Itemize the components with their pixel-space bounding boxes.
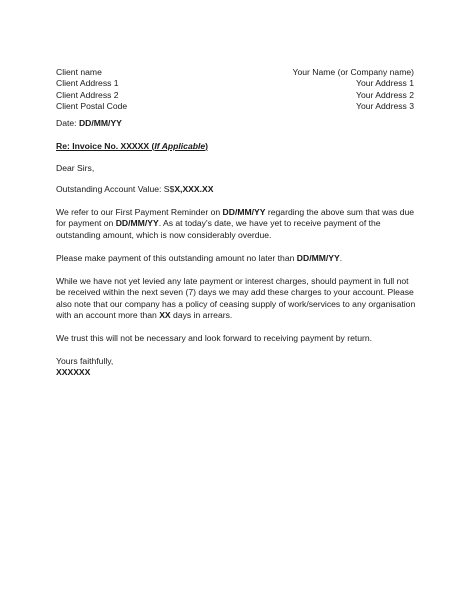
p2-date: DD/MM/YY bbox=[296, 253, 340, 263]
sender-address-block bbox=[293, 67, 414, 113]
date-line bbox=[56, 118, 418, 129]
sender-name: Your Name (or Company name) bbox=[292, 67, 414, 77]
date-value: DD/MM/YY bbox=[78, 118, 122, 128]
subject-line bbox=[56, 141, 418, 152]
client-address-1: Client Address 1 bbox=[56, 78, 119, 89]
outstanding-value: X,XXX.XX bbox=[174, 184, 214, 194]
sender-address-3: Your Address 3 bbox=[356, 101, 414, 112]
closing: Yours faithfully, bbox=[56, 356, 114, 366]
p2-text-1: Please make payment of this outstanding amount no later than bbox=[56, 253, 297, 263]
sender-address-2: Your Address 2 bbox=[356, 89, 414, 100]
date-label: Date: bbox=[56, 118, 79, 128]
paragraph-trust: We trust this will not be necessary and look forward to receiving payment by return. bbox=[56, 333, 373, 343]
sender-address-1: Your Address 1 bbox=[356, 78, 414, 89]
client-address-block bbox=[56, 67, 127, 113]
p1-text-2: regarding the above sum that was due for payment on bbox=[56, 207, 415, 229]
salutation: Dear Sirs, bbox=[56, 163, 95, 173]
p1-text-1: We refer to our First Payment Reminder on bbox=[56, 207, 223, 217]
signature-text: XXXXXX bbox=[56, 367, 91, 377]
signature bbox=[56, 367, 418, 378]
p1-text-3: . As at today's date, we have yet to receive payment of the outstanding amount, which is now considerably overdue. bbox=[56, 218, 381, 240]
p3-text-2: days in arrears. bbox=[170, 310, 233, 321]
client-postal-code: Client Postal Code bbox=[56, 101, 128, 112]
p1-date-1: DD/MM/YY bbox=[222, 207, 266, 217]
outstanding-line bbox=[56, 184, 418, 195]
p3-days: XX bbox=[159, 310, 171, 321]
p1-date-2: DD/MM/YY bbox=[115, 218, 159, 229]
client-name: Client name bbox=[56, 67, 102, 77]
subject-suffix: ) bbox=[205, 141, 209, 151]
client-address-2: Client Address 2 bbox=[56, 89, 119, 100]
subject-italic: If Applicable bbox=[154, 141, 206, 151]
subject-prefix: Re: Invoice No. XXXXX ( bbox=[56, 141, 155, 151]
p2-text-2: . bbox=[339, 253, 343, 263]
p3-text-1: While we have not yet levied any late payment or interest charges, should payment in full not be received within the next seven (7) days we may add these charges to your account. Please also note that our company has a policy of ceasing supply of work/services to any organisation with an account more than bbox=[56, 276, 416, 321]
paragraph-charges bbox=[56, 276, 418, 322]
paragraph-deadline bbox=[56, 253, 418, 264]
paragraph-reminder bbox=[56, 207, 418, 241]
outstanding-label: Outstanding Account Value: S$ bbox=[56, 184, 175, 194]
